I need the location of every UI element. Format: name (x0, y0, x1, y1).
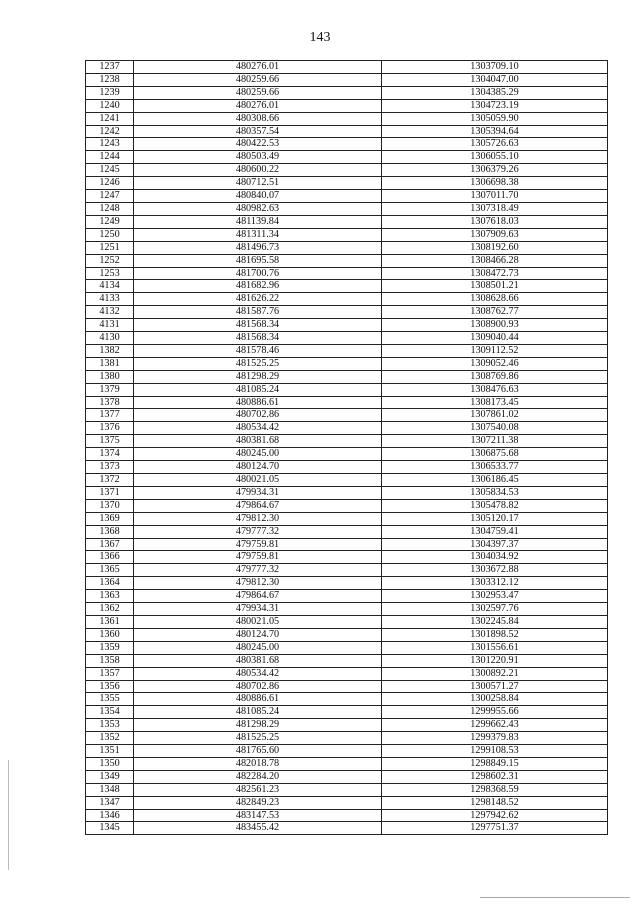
y-coordinate-cell: 1303672.88 (382, 564, 608, 577)
point-number-cell: 1363 (86, 590, 134, 603)
table-row (86, 293, 608, 306)
point-number-cell: 1357 (86, 667, 134, 680)
point-number-cell: 1238 (86, 73, 134, 86)
table-row (86, 125, 608, 138)
y-coordinate-cell: 1308476.63 (382, 383, 608, 396)
y-coordinate-cell: 1299379.83 (382, 732, 608, 745)
x-coordinate-cell: 481496.73 (134, 241, 382, 254)
table-row (86, 654, 608, 667)
table-row (86, 603, 608, 616)
y-coordinate-cell: 1308900.93 (382, 319, 608, 332)
x-coordinate-cell: 481765.60 (134, 745, 382, 758)
table-row (86, 164, 608, 177)
x-coordinate-cell: 480534.42 (134, 422, 382, 435)
table-row (86, 409, 608, 422)
y-coordinate-cell: 1300571.27 (382, 680, 608, 693)
x-coordinate-cell: 481626.22 (134, 293, 382, 306)
x-coordinate-cell: 479864.67 (134, 590, 382, 603)
y-coordinate-cell: 1308762.77 (382, 306, 608, 319)
table-row (86, 474, 608, 487)
point-number-cell: 4134 (86, 280, 134, 293)
y-coordinate-cell: 1299955.66 (382, 706, 608, 719)
x-coordinate-cell: 480503.49 (134, 151, 382, 164)
point-number-cell: 1244 (86, 151, 134, 164)
point-number-cell: 1381 (86, 357, 134, 370)
y-coordinate-cell: 1304034.92 (382, 551, 608, 564)
table-row (86, 525, 608, 538)
point-number-cell: 4133 (86, 293, 134, 306)
table-row (86, 551, 608, 564)
x-coordinate-cell: 479812.30 (134, 512, 382, 525)
y-coordinate-cell: 1303312.12 (382, 577, 608, 590)
point-number-cell: 1361 (86, 615, 134, 628)
point-number-cell: 4130 (86, 332, 134, 345)
y-coordinate-cell: 1304723.19 (382, 99, 608, 112)
x-coordinate-cell: 480702.86 (134, 680, 382, 693)
point-number-cell: 1377 (86, 409, 134, 422)
point-number-cell: 1365 (86, 564, 134, 577)
x-coordinate-cell: 480702.86 (134, 409, 382, 422)
x-coordinate-cell: 480357.54 (134, 125, 382, 138)
x-coordinate-cell: 482018.78 (134, 757, 382, 770)
y-coordinate-cell: 1298368.59 (382, 783, 608, 796)
x-coordinate-cell: 481700.76 (134, 267, 382, 280)
y-coordinate-cell: 1305478.82 (382, 499, 608, 512)
table-row (86, 809, 608, 822)
y-coordinate-cell: 1309040.44 (382, 332, 608, 345)
x-coordinate-cell: 481085.24 (134, 383, 382, 396)
point-number-cell: 1350 (86, 757, 134, 770)
point-number-cell: 1245 (86, 164, 134, 177)
y-coordinate-cell: 1302245.84 (382, 615, 608, 628)
point-number-cell: 1351 (86, 745, 134, 758)
x-coordinate-cell: 482284.20 (134, 770, 382, 783)
point-number-cell: 1247 (86, 190, 134, 203)
table-row (86, 615, 608, 628)
y-coordinate-cell: 1308501.21 (382, 280, 608, 293)
y-coordinate-cell: 1306379.26 (382, 164, 608, 177)
table-row (86, 435, 608, 448)
x-coordinate-cell: 480276.01 (134, 61, 382, 74)
table-row (86, 499, 608, 512)
table-row (86, 61, 608, 74)
x-coordinate-cell: 482849.23 (134, 796, 382, 809)
table-row (86, 99, 608, 112)
table-row (86, 538, 608, 551)
scan-edge-bottom (480, 897, 630, 898)
point-number-cell: 4132 (86, 306, 134, 319)
y-coordinate-cell: 1309052.46 (382, 357, 608, 370)
y-coordinate-cell: 1306186.45 (382, 474, 608, 487)
y-coordinate-cell: 1308173.45 (382, 396, 608, 409)
x-coordinate-cell: 479777.32 (134, 525, 382, 538)
point-number-cell: 1366 (86, 551, 134, 564)
point-number-cell: 1354 (86, 706, 134, 719)
y-coordinate-cell: 1307211.38 (382, 435, 608, 448)
table-row (86, 228, 608, 241)
y-coordinate-cell: 1308472.73 (382, 267, 608, 280)
table-row (86, 822, 608, 835)
y-coordinate-cell: 1305834.53 (382, 486, 608, 499)
y-coordinate-cell: 1305726.63 (382, 138, 608, 151)
table-row (86, 732, 608, 745)
x-coordinate-cell: 480245.00 (134, 448, 382, 461)
table-row (86, 783, 608, 796)
y-coordinate-cell: 1298849.15 (382, 757, 608, 770)
x-coordinate-cell: 481568.34 (134, 319, 382, 332)
point-number-cell: 1374 (86, 448, 134, 461)
x-coordinate-cell: 480381.68 (134, 435, 382, 448)
x-coordinate-cell: 479777.32 (134, 564, 382, 577)
table-row (86, 332, 608, 345)
y-coordinate-cell: 1303709.10 (382, 61, 608, 74)
table-row (86, 770, 608, 783)
table-row (86, 512, 608, 525)
y-coordinate-cell: 1306055.10 (382, 151, 608, 164)
table-row (86, 448, 608, 461)
y-coordinate-cell: 1298602.31 (382, 770, 608, 783)
point-number-cell: 1382 (86, 344, 134, 357)
table-row (86, 280, 608, 293)
y-coordinate-cell: 1308466.28 (382, 254, 608, 267)
table-row (86, 241, 608, 254)
x-coordinate-cell: 481311.34 (134, 228, 382, 241)
x-coordinate-cell: 481682.96 (134, 280, 382, 293)
y-coordinate-cell: 1300892.21 (382, 667, 608, 680)
y-coordinate-cell: 1307011.70 (382, 190, 608, 203)
point-number-cell: 1355 (86, 693, 134, 706)
table-row (86, 73, 608, 86)
x-coordinate-cell: 480886.61 (134, 693, 382, 706)
table-row (86, 564, 608, 577)
x-coordinate-cell: 481085.24 (134, 706, 382, 719)
y-coordinate-cell: 1301556.61 (382, 641, 608, 654)
x-coordinate-cell: 479934.31 (134, 603, 382, 616)
x-coordinate-cell: 480982.63 (134, 202, 382, 215)
y-coordinate-cell: 1309112.52 (382, 344, 608, 357)
point-number-cell: 1356 (86, 680, 134, 693)
point-number-cell: 1375 (86, 435, 134, 448)
table-row (86, 190, 608, 203)
table-row (86, 590, 608, 603)
table-row (86, 112, 608, 125)
point-number-cell: 1380 (86, 370, 134, 383)
x-coordinate-cell: 483147.53 (134, 809, 382, 822)
x-coordinate-cell: 481587.76 (134, 306, 382, 319)
scan-edge-left (8, 760, 9, 870)
table-row (86, 357, 608, 370)
table-row (86, 370, 608, 383)
x-coordinate-cell: 480534.42 (134, 667, 382, 680)
y-coordinate-cell: 1305059.90 (382, 112, 608, 125)
x-coordinate-cell: 481525.25 (134, 357, 382, 370)
x-coordinate-cell: 482561.23 (134, 783, 382, 796)
x-coordinate-cell: 480600.22 (134, 164, 382, 177)
x-coordinate-cell: 480276.01 (134, 99, 382, 112)
x-coordinate-cell: 479759.81 (134, 551, 382, 564)
table-row (86, 383, 608, 396)
point-number-cell: 1248 (86, 202, 134, 215)
point-number-cell: 1243 (86, 138, 134, 151)
y-coordinate-cell: 1307318.49 (382, 202, 608, 215)
x-coordinate-cell: 481568.34 (134, 332, 382, 345)
table-row (86, 396, 608, 409)
y-coordinate-cell: 1307540.08 (382, 422, 608, 435)
point-number-cell: 1378 (86, 396, 134, 409)
x-coordinate-cell: 480021.05 (134, 474, 382, 487)
y-coordinate-cell: 1304759.41 (382, 525, 608, 538)
x-coordinate-cell: 480886.61 (134, 396, 382, 409)
point-number-cell: 1371 (86, 486, 134, 499)
coordinates-table (85, 60, 608, 835)
table-row (86, 344, 608, 357)
x-coordinate-cell: 480259.66 (134, 73, 382, 86)
x-coordinate-cell: 481578.46 (134, 344, 382, 357)
y-coordinate-cell: 1305120.17 (382, 512, 608, 525)
table-row (86, 757, 608, 770)
y-coordinate-cell: 1306698.38 (382, 177, 608, 190)
x-coordinate-cell: 479759.81 (134, 538, 382, 551)
point-number-cell: 1347 (86, 796, 134, 809)
y-coordinate-cell: 1306875.68 (382, 448, 608, 461)
table-row (86, 138, 608, 151)
table-row (86, 319, 608, 332)
point-number-cell: 1352 (86, 732, 134, 745)
y-coordinate-cell: 1299108.53 (382, 745, 608, 758)
x-coordinate-cell: 480245.00 (134, 641, 382, 654)
x-coordinate-cell: 480422.53 (134, 138, 382, 151)
x-coordinate-cell: 481695.58 (134, 254, 382, 267)
point-number-cell: 1364 (86, 577, 134, 590)
x-coordinate-cell: 480381.68 (134, 654, 382, 667)
table-row (86, 486, 608, 499)
y-coordinate-cell: 1306533.77 (382, 461, 608, 474)
x-coordinate-cell: 479934.31 (134, 486, 382, 499)
y-coordinate-cell: 1304397.37 (382, 538, 608, 551)
point-number-cell: 1246 (86, 177, 134, 190)
table-row (86, 641, 608, 654)
y-coordinate-cell: 1297751.37 (382, 822, 608, 835)
point-number-cell: 1242 (86, 125, 134, 138)
point-number-cell: 1367 (86, 538, 134, 551)
x-coordinate-cell: 480021.05 (134, 615, 382, 628)
table-row (86, 177, 608, 190)
table-row (86, 796, 608, 809)
point-number-cell: 1239 (86, 86, 134, 99)
y-coordinate-cell: 1302597.76 (382, 603, 608, 616)
point-number-cell: 1373 (86, 461, 134, 474)
point-number-cell: 1372 (86, 474, 134, 487)
table-row (86, 151, 608, 164)
x-coordinate-cell: 481298.29 (134, 719, 382, 732)
x-coordinate-cell: 480840.07 (134, 190, 382, 203)
y-coordinate-cell: 1298148.52 (382, 796, 608, 809)
y-coordinate-cell: 1308628.66 (382, 293, 608, 306)
x-coordinate-cell: 480712.51 (134, 177, 382, 190)
table-row (86, 461, 608, 474)
y-coordinate-cell: 1308769.86 (382, 370, 608, 383)
point-number-cell: 1251 (86, 241, 134, 254)
y-coordinate-cell: 1300258.84 (382, 693, 608, 706)
point-number-cell: 1348 (86, 783, 134, 796)
table-row (86, 215, 608, 228)
table-row (86, 719, 608, 732)
y-coordinate-cell: 1304385.29 (382, 86, 608, 99)
table-row (86, 86, 608, 99)
point-number-cell: 1241 (86, 112, 134, 125)
point-number-cell: 1237 (86, 61, 134, 74)
point-number-cell: 1359 (86, 641, 134, 654)
table-row (86, 254, 608, 267)
y-coordinate-cell: 1308192.60 (382, 241, 608, 254)
point-number-cell: 1376 (86, 422, 134, 435)
point-number-cell: 1346 (86, 809, 134, 822)
point-number-cell: 4131 (86, 319, 134, 332)
table-row (86, 628, 608, 641)
point-number-cell: 1358 (86, 654, 134, 667)
table-row (86, 267, 608, 280)
y-coordinate-cell: 1299662.43 (382, 719, 608, 732)
table-row (86, 577, 608, 590)
table-row (86, 422, 608, 435)
point-number-cell: 1345 (86, 822, 134, 835)
point-number-cell: 1353 (86, 719, 134, 732)
x-coordinate-cell: 480124.70 (134, 461, 382, 474)
point-number-cell: 1250 (86, 228, 134, 241)
table-row (86, 706, 608, 719)
point-number-cell: 1240 (86, 99, 134, 112)
table-row (86, 306, 608, 319)
x-coordinate-cell: 479812.30 (134, 577, 382, 590)
table-row (86, 202, 608, 215)
point-number-cell: 1368 (86, 525, 134, 538)
point-number-cell: 1349 (86, 770, 134, 783)
y-coordinate-cell: 1307861.02 (382, 409, 608, 422)
y-coordinate-cell: 1302953.47 (382, 590, 608, 603)
y-coordinate-cell: 1301898.52 (382, 628, 608, 641)
point-number-cell: 1253 (86, 267, 134, 280)
x-coordinate-cell: 480308.66 (134, 112, 382, 125)
y-coordinate-cell: 1301220.91 (382, 654, 608, 667)
x-coordinate-cell: 481139.84 (134, 215, 382, 228)
y-coordinate-cell: 1307618.03 (382, 215, 608, 228)
table-row (86, 693, 608, 706)
x-coordinate-cell: 481298.29 (134, 370, 382, 383)
y-coordinate-cell: 1304047.00 (382, 73, 608, 86)
point-number-cell: 1370 (86, 499, 134, 512)
table-row (86, 745, 608, 758)
point-number-cell: 1249 (86, 215, 134, 228)
point-number-cell: 1362 (86, 603, 134, 616)
point-number-cell: 1369 (86, 512, 134, 525)
x-coordinate-cell: 480259.66 (134, 86, 382, 99)
point-number-cell: 1379 (86, 383, 134, 396)
coordinates-table-body (86, 61, 608, 835)
y-coordinate-cell: 1307909.63 (382, 228, 608, 241)
x-coordinate-cell: 483455.42 (134, 822, 382, 835)
table-row (86, 680, 608, 693)
table-row (86, 667, 608, 680)
y-coordinate-cell: 1297942.62 (382, 809, 608, 822)
x-coordinate-cell: 480124.70 (134, 628, 382, 641)
page-number: 143 (309, 30, 331, 45)
x-coordinate-cell: 481525.25 (134, 732, 382, 745)
y-coordinate-cell: 1305394.64 (382, 125, 608, 138)
point-number-cell: 1252 (86, 254, 134, 267)
x-coordinate-cell: 479864.67 (134, 499, 382, 512)
point-number-cell: 1360 (86, 628, 134, 641)
